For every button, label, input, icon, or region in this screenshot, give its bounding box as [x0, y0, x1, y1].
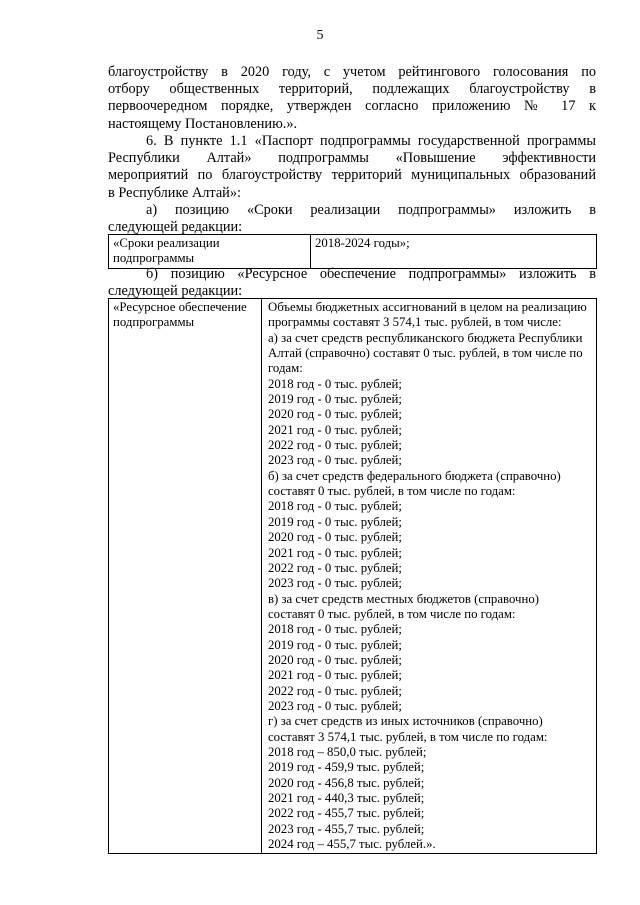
subpoint-b-paragraph: [108, 266, 596, 300]
funding-line: 2021 год - 0 тыс. рублей;: [268, 668, 402, 683]
subpoint-a-paragraph: [108, 202, 596, 236]
table-cell-label: «Ресурсное обеспечение подпрограммы: [109, 299, 262, 854]
funding-line: 2022 год - 0 тыс. рублей;: [268, 560, 402, 575]
funding-line: 2020 год - 0 тыс. рублей;: [268, 407, 402, 422]
funding-line: 2022 год - 0 тыс. рублей;: [268, 438, 402, 453]
funding-line: программы составят 3 574,1 тыс. рублей, в том числе:: [268, 315, 562, 330]
table-cell-value: 2018-2024 годы»;: [311, 235, 597, 269]
resource-support-table: [108, 298, 597, 854]
funding-line: Объемы бюджетных ассигнований в целом на реализацию: [268, 300, 587, 314]
funding-line: 2019 год - 0 тыс. рублей;: [268, 514, 402, 529]
point-6-paragraph: [108, 133, 596, 202]
funding-line: 2023 год - 0 тыс. рублей;: [268, 698, 402, 713]
funding-line: Алтай (справочно) составят 0 тыс. рублей, в том числе по: [268, 346, 583, 361]
table-row: [109, 235, 597, 269]
funding-line: 2019 год - 0 тыс. рублей;: [268, 392, 402, 407]
text-line: мероприятий по благоустройству территорий муниципальных образований: [108, 167, 596, 184]
funding-line: 2022 год - 0 тыс. рублей;: [268, 683, 402, 698]
funding-line: 2021 год - 0 тыс. рублей;: [268, 422, 402, 437]
page-number: 5: [316, 28, 324, 43]
text-line: а) позицию «Сроки реализации подпрограммы» изложить в: [146, 202, 596, 218]
text-line: Республики Алтай» подпрограммы «Повышение эффективности: [108, 150, 596, 167]
funding-line: 2023 год - 455,7 тыс. рублей;: [268, 821, 425, 836]
funding-line: в) за счет средств местных бюджетов (справочно): [268, 591, 539, 606]
table-row: [109, 299, 597, 854]
funding-line: г) за счет средств из иных источников (справочно): [268, 714, 543, 729]
funding-line: составят 3 574,1 тыс. рублей, в том числе по годам:: [268, 729, 548, 744]
funding-line: составят 0 тыс. рублей, в том числе по годам:: [268, 484, 516, 499]
funding-line: 2020 год - 0 тыс. рублей;: [268, 652, 402, 667]
funding-line: 2023 год - 0 тыс. рублей;: [268, 453, 402, 468]
text-line: в Республике Алтай»:: [108, 184, 241, 201]
funding-line: 2019 год - 0 тыс. рублей;: [268, 637, 402, 652]
funding-line: 2024 год – 455,7 тыс. рублей.».: [268, 837, 436, 852]
text-line: настоящему Постановлению.».: [108, 115, 298, 132]
funding-line: 2023 год - 0 тыс. рублей;: [268, 576, 402, 591]
text-line: следующей редакции:: [108, 283, 243, 300]
funding-line: годам:: [268, 361, 303, 376]
funding-line: 2018 год - 0 тыс. рублей;: [268, 622, 402, 637]
funding-line: 2018 год – 850,0 тыс. рублей;: [268, 744, 427, 759]
text-line: благоустройству в 2020 году, с учетом рейтингового голосования по: [108, 64, 596, 80]
text-line: б) позицию «Ресурсное обеспечение подпрограммы» изложить в: [146, 266, 596, 282]
funding-line: б) за счет средств федерального бюджета (справочно): [268, 468, 561, 483]
funding-line: 2021 год - 440,3 тыс. рублей;: [268, 791, 425, 805]
text-line: следующей редакции:: [108, 219, 243, 236]
implementation-period-table: [108, 234, 597, 269]
text-line: первоочередном порядке, утвержден согласно приложению № 17 к: [108, 98, 596, 115]
funding-line: 2020 год - 0 тыс. рублей;: [268, 530, 402, 545]
funding-line: составят 0 тыс. рублей, в том числе по годам:: [268, 606, 516, 621]
table-cell-label: «Сроки реализации подпрограммы: [109, 235, 311, 269]
funding-line: а) за счет средств республиканского бюджета Республики: [268, 330, 583, 345]
funding-line: 2018 год - 0 тыс. рублей;: [268, 499, 402, 514]
intro-paragraph: [108, 64, 596, 133]
funding-line: 2019 год - 459,9 тыс. рублей;: [268, 760, 425, 775]
funding-line: 2020 год - 456,8 тыс. рублей;: [268, 775, 425, 790]
funding-line: 2018 год - 0 тыс. рублей;: [268, 376, 402, 391]
text-line: отбору общественных территорий, подлежащих благоустройству в: [108, 81, 596, 98]
text-line: 6. В пункте 1.1 «Паспорт подпрограммы государственной программы: [146, 133, 596, 149]
table-cell-value: [262, 299, 597, 854]
funding-line: 2021 год - 0 тыс. рублей;: [268, 545, 402, 560]
funding-line: 2022 год - 455,7 тыс. рублей;: [268, 806, 425, 821]
